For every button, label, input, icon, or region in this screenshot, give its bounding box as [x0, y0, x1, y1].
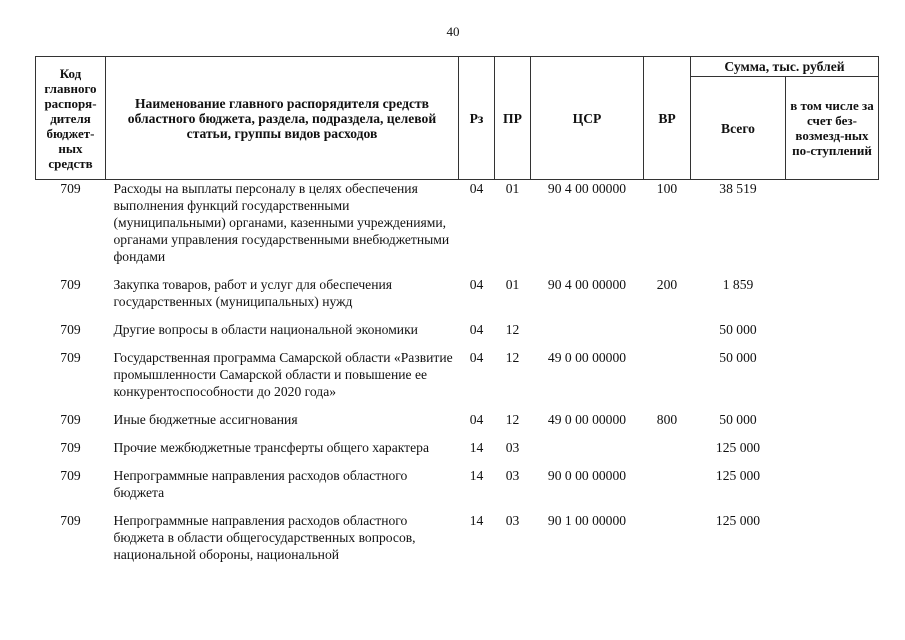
header-sum-group: Сумма, тыс. рублей	[691, 57, 879, 77]
cell-csr: 90 1 00 00000	[547, 513, 627, 528]
cell-vr	[644, 512, 691, 574]
cell-gratuitous	[786, 321, 879, 349]
cell-gratuitous	[786, 411, 879, 439]
cell-vr: 100	[656, 181, 678, 196]
cell-csr: 90 0 00 00000	[547, 468, 627, 483]
cell-total: 50 000	[719, 322, 757, 337]
cell-csr: 49 0 00 00000	[547, 412, 627, 427]
cell-total: 38 519	[719, 181, 757, 196]
cell-vr	[644, 321, 691, 349]
table-row	[36, 349, 879, 411]
cell-vr	[644, 349, 691, 411]
cell-vr	[644, 439, 691, 467]
cell-gratuitous	[786, 180, 879, 277]
cell-pr: 01	[505, 277, 520, 292]
cell-vr: 800	[656, 412, 678, 427]
budget-table	[35, 56, 879, 574]
cell-pr: 03	[505, 440, 520, 455]
cell-total: 50 000	[719, 412, 757, 427]
table-row	[36, 439, 879, 467]
cell-rz: 04	[469, 350, 484, 365]
cell-code: 709	[60, 322, 81, 337]
cell-rz: 14	[469, 468, 484, 483]
cell-code: 709	[60, 412, 81, 427]
cell-vr: 200	[656, 277, 678, 292]
cell-rz: 04	[469, 322, 484, 337]
table-row	[36, 180, 879, 277]
table-row	[36, 512, 879, 574]
cell-pr: 01	[505, 181, 520, 196]
page-number: 40	[446, 24, 460, 39]
header-gratuitous: в том числе за счет без-возмезд-ных по-ступлений	[786, 77, 879, 180]
header-rz: Рз	[459, 57, 495, 180]
cell-code: 709	[60, 513, 81, 528]
cell-total: 125 000	[715, 440, 761, 455]
header-pr: ПР	[495, 57, 531, 180]
cell-name: Прочие межбюджетные трансферты общего характера	[113, 440, 429, 455]
cell-name: Расходы на выплаты персоналу в целях обеспечения выполнения функций государственными (муниципальными) органами, казенными учреждениями, органами управления государственными внебюджетными фондами	[113, 181, 450, 264]
cell-name: Иные бюджетные ассигнования	[113, 412, 298, 427]
header-code: Код главного распоря-дителя бюджет-ных средств	[36, 57, 106, 180]
header-total: Всего	[691, 77, 786, 180]
cell-rz: 04	[469, 181, 484, 196]
cell-csr: 49 0 00 00000	[547, 350, 627, 365]
header-name: Наименование главного распорядителя средств областного бюджета, раздела, подраздела, целевой статьи, группы видов расходов	[106, 57, 459, 180]
cell-rz: 14	[469, 513, 484, 528]
cell-total: 125 000	[715, 468, 761, 483]
cell-gratuitous	[786, 467, 879, 512]
cell-name: Закупка товаров, работ и услуг для обеспечения государственных (муниципальных) нужд	[113, 277, 392, 309]
header-csr: ЦСР	[531, 57, 644, 180]
cell-rz: 04	[469, 412, 484, 427]
table-body	[36, 180, 879, 575]
cell-pr: 12	[505, 322, 520, 337]
cell-csr: 90 4 00 00000	[547, 277, 627, 292]
cell-code: 709	[60, 277, 81, 292]
cell-gratuitous	[786, 512, 879, 574]
cell-rz: 14	[469, 440, 484, 455]
cell-pr: 03	[505, 468, 520, 483]
cell-name: Непрограммные направления расходов областного бюджета	[113, 468, 408, 500]
header-vr: ВР	[644, 57, 691, 180]
cell-total: 50 000	[719, 350, 757, 365]
table-row	[36, 411, 879, 439]
cell-code: 709	[60, 350, 81, 365]
table-row	[36, 467, 879, 512]
cell-gratuitous	[786, 349, 879, 411]
cell-name: Другие вопросы в области национальной экономики	[113, 322, 418, 337]
cell-name: Государственная программа Самарской области «Развитие промышленности Самарской области и повышение ее конкурентоспособности до 2020 года»	[113, 350, 453, 399]
cell-pr: 12	[505, 350, 520, 365]
cell-gratuitous	[786, 439, 879, 467]
cell-csr	[531, 321, 644, 349]
cell-code: 709	[60, 181, 81, 196]
table-row	[36, 321, 879, 349]
cell-gratuitous	[786, 276, 879, 321]
cell-code: 709	[60, 468, 81, 483]
cell-total: 125 000	[715, 513, 761, 528]
cell-csr: 90 4 00 00000	[547, 181, 627, 196]
cell-code: 709	[60, 440, 81, 455]
cell-vr	[644, 467, 691, 512]
cell-pr: 03	[505, 513, 520, 528]
table-row	[36, 276, 879, 321]
cell-total: 1 859	[722, 277, 754, 292]
cell-rz: 04	[469, 277, 484, 292]
cell-csr	[531, 439, 644, 467]
cell-pr: 12	[505, 412, 520, 427]
cell-name: Непрограммные направления расходов областного бюджета в области общегосударственных вопросов, национальной обороны, национальной	[113, 513, 416, 562]
